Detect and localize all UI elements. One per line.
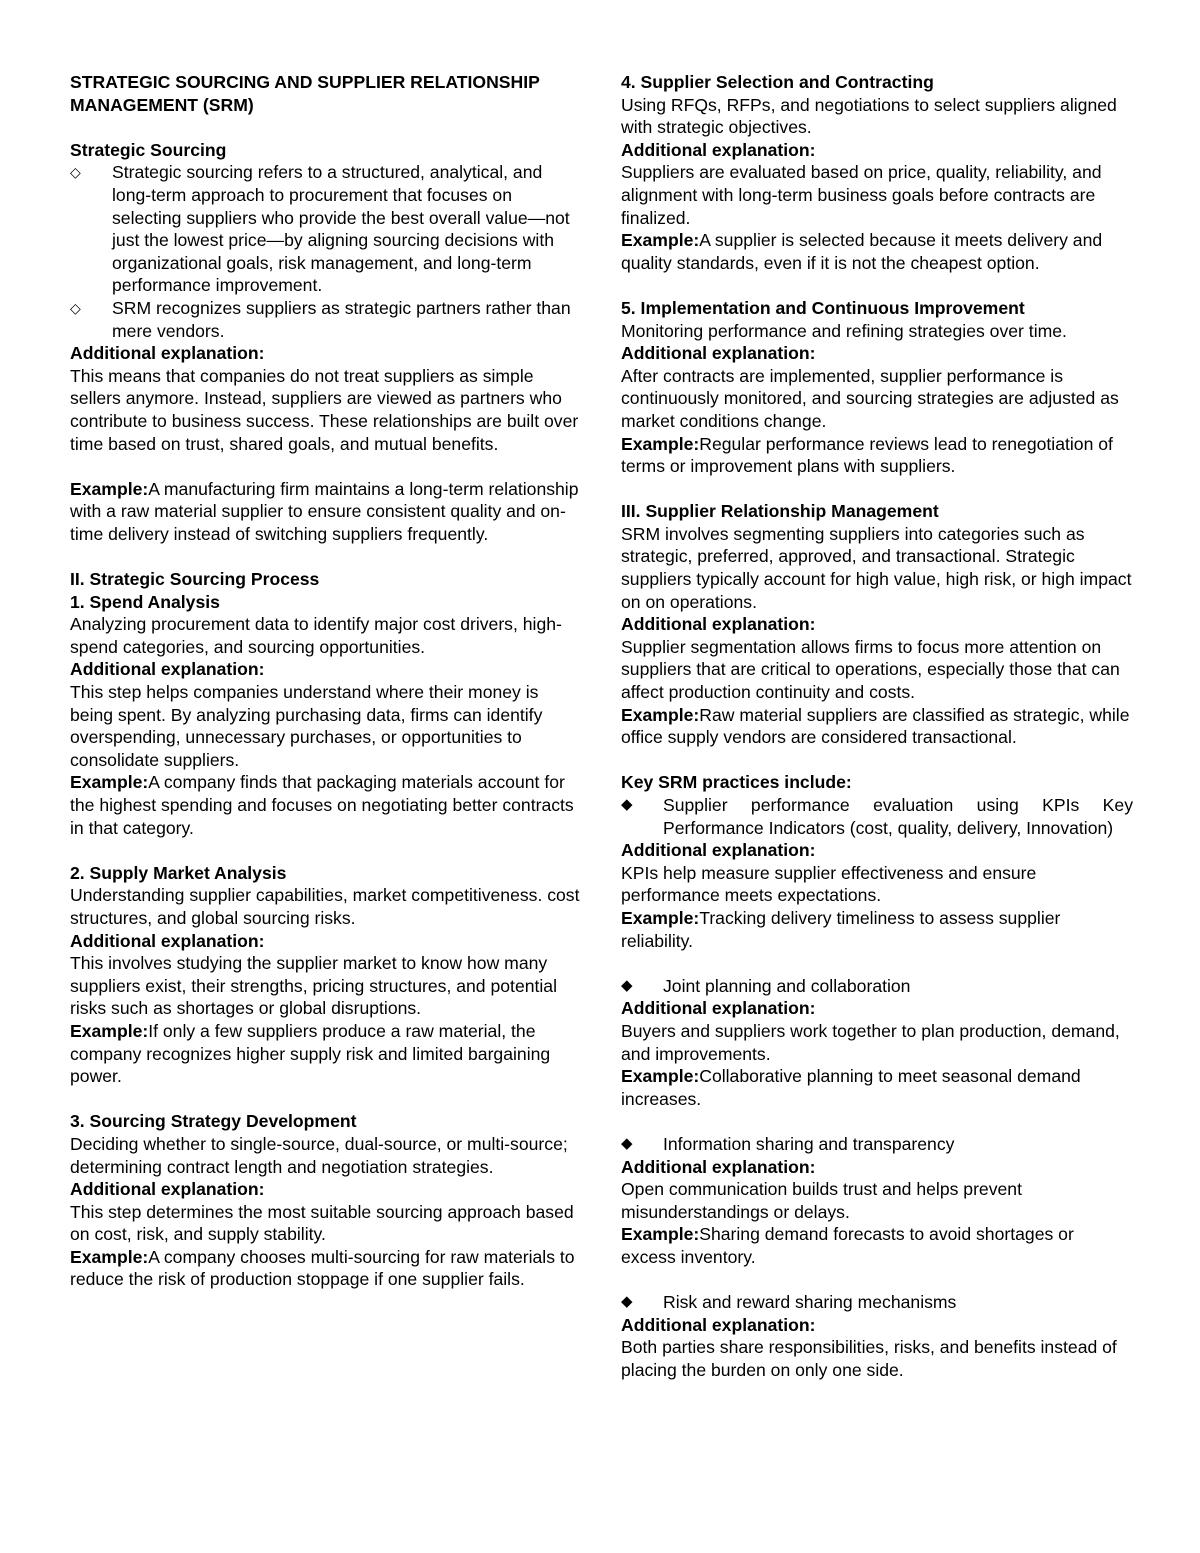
filled-diamond-bullet-icon: ◆	[621, 1293, 633, 1311]
blank-line	[621, 749, 1133, 772]
blank-line	[70, 839, 582, 862]
example-paragraph	[621, 907, 1133, 952]
bullet-item	[70, 297, 582, 342]
additional-explanation-label: Additional explanation:	[621, 343, 816, 364]
right-column	[621, 71, 1133, 1381]
additional-explanation-label: Additional explanation:	[70, 343, 265, 364]
blank-line	[70, 1088, 582, 1111]
additional-explanation-label: Additional explanation:	[621, 614, 816, 635]
paragraph: After contracts are implemented, supplier performance is continuously monitored, and sourcing strategies are adjusted as market conditions change.	[621, 365, 1119, 431]
paragraph: Monitoring performance and refining strategies over time.	[621, 320, 1067, 341]
example-paragraph	[621, 433, 1133, 478]
example-label: Example:	[621, 704, 700, 725]
example-paragraph	[70, 771, 582, 839]
example-text: Regular performance reviews lead to renegotiation of terms or improvement plans with suppliers.	[621, 433, 1113, 477]
additional-explanation-label: Additional explanation:	[70, 930, 265, 951]
example-paragraph	[621, 704, 1133, 749]
paragraph: This involves studying the supplier market to know how many suppliers exist, their strengths, pricing structures, and potential risks such as shortages or global disruptions.	[70, 953, 557, 1019]
paragraph: Using RFQs, RFPs, and negotiations to select suppliers aligned with strategic objectives.	[621, 94, 1117, 138]
example-text: Tracking delivery timeliness to assess supplier reliability.	[621, 907, 1061, 951]
example-paragraph	[621, 1065, 1133, 1110]
example-paragraph	[621, 1223, 1133, 1268]
bullet-text: SRM recognizes suppliers as strategic partners rather than mere vendors.	[112, 297, 571, 341]
blank-line	[70, 455, 582, 478]
paragraph: This step determines the most suitable sourcing approach based on cost, risk, and supply stability.	[70, 1201, 574, 1245]
additional-explanation-label: Additional explanation:	[621, 998, 816, 1019]
additional-explanation-label: Additional explanation:	[621, 840, 816, 861]
paragraph: Suppliers are evaluated based on price, quality, reliability, and alignment with long-term business goals before contracts are finalized.	[621, 162, 1102, 228]
example-paragraph	[70, 1020, 582, 1088]
additional-explanation-label: Additional explanation:	[621, 1314, 816, 1335]
paragraph: KPIs help measure supplier effectiveness and ensure performance meets expectations.	[621, 862, 1037, 906]
section-heading: 3. Sourcing Strategy Development	[70, 1111, 357, 1132]
bullet-item	[621, 794, 1133, 839]
left-column	[70, 71, 582, 1291]
example-label: Example:	[70, 772, 149, 793]
bullet-text: Strategic sourcing refers to a structured, analytical, and long-term approach to procurement that focuses on selecting suppliers who provide the best overall value—not just the lowest price—by aligning sourcing decisions with organizational goals, risk management, and long-term performance improvement.	[112, 162, 570, 296]
blank-line	[621, 478, 1133, 501]
additional-explanation-label: Additional explanation:	[70, 659, 265, 680]
filled-diamond-bullet-icon: ◆	[621, 796, 633, 813]
additional-explanation-label: Additional explanation:	[70, 1179, 265, 1200]
paragraph: This step helps companies understand where their money is being spent. By analyzing purchasing data, firms can identify overspending, unnecessary purchases, or opportunities to consolidate suppliers.	[70, 682, 543, 770]
example-label: Example:	[70, 1246, 149, 1267]
example-text: Sharing demand forecasts to avoid shortages or excess inventory.	[621, 1224, 1074, 1267]
section-heading: 2. Supply Market Analysis	[70, 862, 287, 883]
bullet-item	[621, 1133, 1133, 1156]
example-label: Example:	[621, 433, 700, 454]
document-title: STRATEGIC SOURCING AND SUPPLIER RELATIONSHIP MANAGEMENT (SRM)	[70, 72, 540, 115]
example-paragraph	[621, 229, 1133, 274]
filled-diamond-bullet-icon: ◆	[621, 1134, 633, 1152]
paragraph: Open communication builds trust and helps prevent misunderstandings or delays.	[621, 1179, 1022, 1222]
example-label: Example:	[621, 1066, 700, 1087]
example-text: A supplier is selected because it meets delivery and quality standards, even if it is not the cheapest option.	[621, 230, 1103, 273]
example-text: A company chooses multi-sourcing for raw materials to reduce the risk of production stoppage if one supplier fails.	[70, 1246, 575, 1290]
paragraph: Both parties share responsibilities, risks, and benefits instead of placing the burden on only one side.	[621, 1337, 1117, 1380]
blank-line	[70, 116, 582, 139]
section-heading: 4. Supplier Selection and Contracting	[621, 72, 934, 92]
example-label: Example:	[70, 478, 149, 499]
paragraph: SRM involves segmenting suppliers into categories such as strategic, preferred, approved, and transactional. Strategic suppliers typically account for high value, high risk, or high impact on on operations.	[621, 523, 1132, 612]
example-label: Example:	[70, 1020, 149, 1041]
example-text: Collaborative planning to meet seasonal demand increases.	[621, 1066, 1081, 1109]
bullet-text: Supplier performance evaluation using KPIs Key Performance Indicators (cost, quality, delivery, Innovation)	[663, 795, 1133, 838]
blank-line	[621, 952, 1133, 975]
example-text: Raw material suppliers are classified as strategic, while office supply vendors are considered transactional.	[621, 704, 1130, 748]
section-heading: Key SRM practices include:	[621, 772, 852, 793]
section-heading: II. Strategic Sourcing Process	[70, 569, 320, 590]
blank-line	[70, 545, 582, 568]
bullet-text: Information sharing and transparency	[663, 1133, 955, 1154]
bullet-item	[621, 1291, 1133, 1314]
additional-explanation-label: Additional explanation:	[621, 139, 816, 160]
blank-line	[621, 1268, 1133, 1291]
example-paragraph	[70, 478, 582, 546]
section-heading: 1. Spend Analysis	[70, 591, 220, 612]
diamond-bullet-icon: ◇	[70, 299, 81, 316]
diamond-bullet-icon: ◇	[70, 164, 81, 181]
bullet-text: Joint planning and collaboration	[663, 975, 911, 996]
blank-line	[621, 1110, 1133, 1133]
paragraph: Analyzing procurement data to identify major cost drivers, high-spend categories, and sourcing opportunities.	[70, 614, 562, 657]
bullet-text: Risk and reward sharing mechanisms	[663, 1292, 957, 1313]
section-heading: Strategic Sourcing	[70, 139, 227, 160]
example-label: Example:	[621, 230, 700, 251]
paragraph: Understanding supplier capabilities, market competitiveness. cost structures, and global sourcing risks.	[70, 885, 580, 928]
example-label: Example:	[621, 1224, 700, 1245]
example-paragraph	[70, 1246, 582, 1291]
bullet-item	[70, 161, 582, 297]
example-label: Example:	[621, 907, 700, 928]
paragraph: This means that companies do not treat suppliers as simple sellers anymore. Instead, suppliers are viewed as partners who contribute to business success. These relationships are built over time based on trust, shared goals, and mutual benefits.	[70, 365, 579, 454]
paragraph: Buyers and suppliers work together to plan production, demand, and improvements.	[621, 1020, 1120, 1064]
example-text: A manufacturing firm maintains a long-term relationship with a raw material supplier to ensure consistent quality and on-time delivery instead of switching suppliers frequently.	[70, 478, 579, 544]
section-heading: 5. Implementation and Continuous Improvement	[621, 297, 1025, 318]
example-text: A company finds that packaging materials account for the highest spending and focuses on negotiating better contracts in that category.	[70, 772, 574, 838]
blank-line	[621, 274, 1133, 297]
additional-explanation-label: Additional explanation:	[621, 1156, 816, 1177]
section-heading: III. Supplier Relationship Management	[621, 501, 939, 522]
bullet-item	[621, 975, 1133, 998]
filled-diamond-bullet-icon: ◆	[621, 976, 633, 994]
paragraph: Supplier segmentation allows firms to focus more attention on suppliers that are critical to operations, especially those that can affect production continuity and costs.	[621, 636, 1120, 703]
paragraph: Deciding whether to single-source, dual-source, or multi-source; determining contract length and negotiation strategies.	[70, 1133, 568, 1177]
example-text: If only a few suppliers produce a raw material, the company recognizes higher supply risk and limited bargaining power.	[70, 1020, 551, 1087]
